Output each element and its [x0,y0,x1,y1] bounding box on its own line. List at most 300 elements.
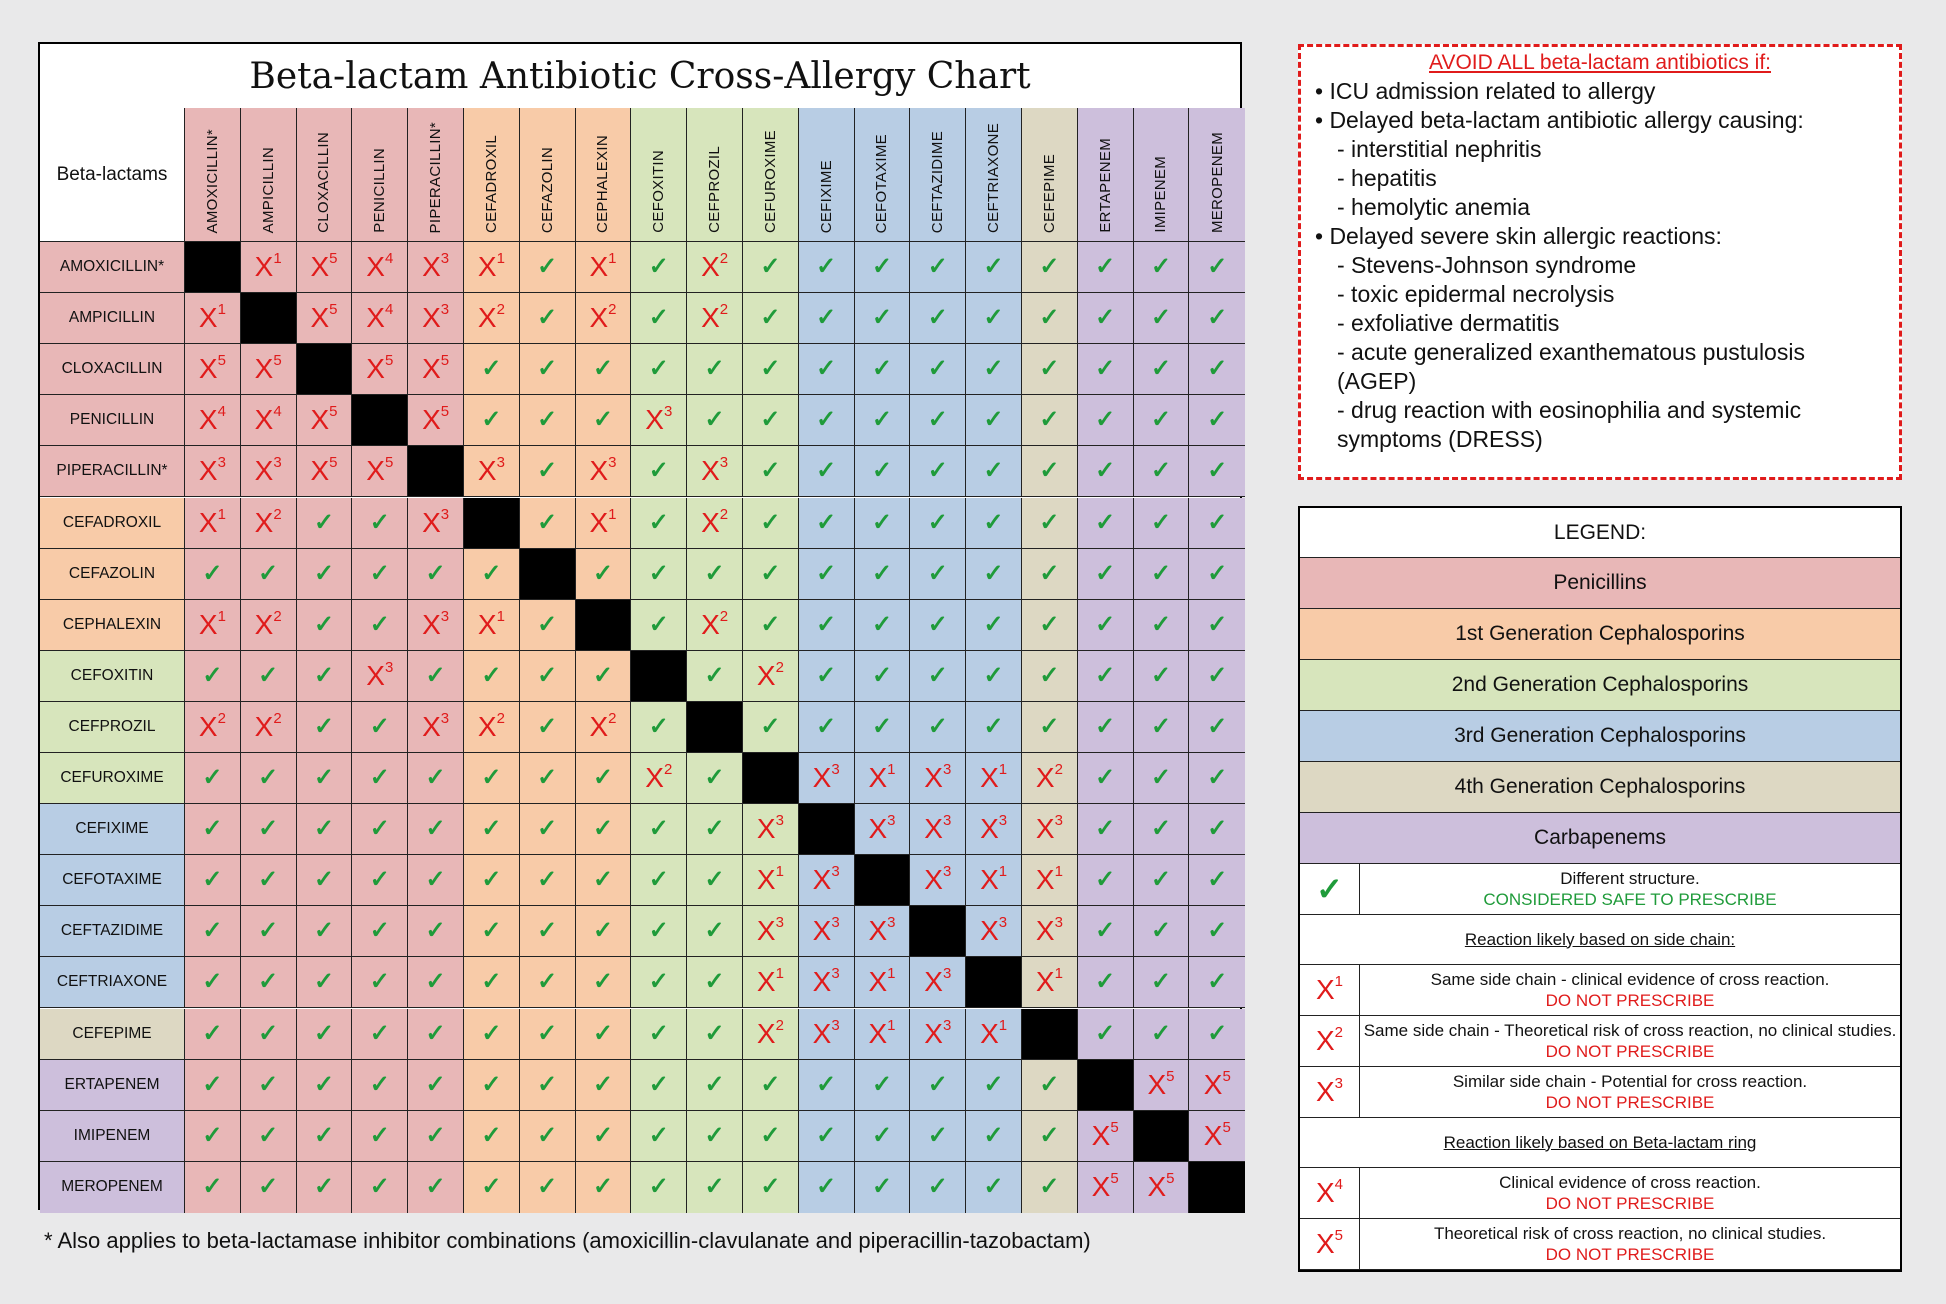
check-icon: ✓ [1039,712,1060,740]
matrix-cell [352,753,408,804]
legend-x4-text: Clinical evidence of cross reaction. [1499,1173,1761,1192]
matrix-cell [241,344,297,395]
check-icon: ✓ [648,815,669,843]
matrix-cell-diagonal [1189,1162,1245,1213]
check-icon: ✓ [760,1173,781,1201]
check-icon: ✓ [871,661,893,689]
matrix-cell [799,651,855,702]
check-icon: ✓ [816,508,837,536]
matrix-cell [799,344,855,395]
check-icon: ✓ [313,712,335,740]
matrix-cell [910,804,966,855]
matrix-cell-diagonal [297,344,353,395]
check-icon: ✓ [1095,968,1116,996]
check-icon: ✓ [258,764,279,792]
legend-side-chain-header-text: Reaction likely based on side chain: [1464,929,1736,949]
matrix-cell [855,1009,911,1060]
matrix-cell [297,957,353,1008]
column-header [1022,108,1078,242]
check-icon: ✓ [1150,917,1172,945]
check-icon: ✓ [1207,968,1228,996]
matrix-cell [1189,600,1245,651]
matrix-cell [855,549,911,600]
matrix-cell [743,957,799,1008]
matrix-cell [743,1009,799,1060]
matrix-cell [799,1009,855,1060]
matrix-cell [631,293,687,344]
x-mark: $X^5$ [1091,1118,1119,1151]
matrix-cell [1189,498,1245,549]
check-icon: ✓ [592,815,614,843]
x-mark: $X^2$ [254,709,282,742]
matrix-cell-diagonal [1022,1009,1078,1060]
check-icon: ✓ [537,457,558,485]
check-icon: ✓ [816,712,837,740]
corner-header: Beta-lactams [40,108,185,242]
matrix-cell [352,1060,408,1111]
matrix-cell [855,1111,911,1162]
check-icon: ✓ [369,508,390,536]
matrix-cell-diagonal [966,957,1022,1008]
matrix-cell [966,855,1022,906]
matrix-cell [631,1060,687,1111]
matrix-cell [241,1111,297,1162]
matrix-cell [855,1162,911,1213]
matrix-cell [855,1060,911,1111]
matrix-cell [966,498,1022,549]
column-header-label: CEFOTAXIME [873,133,891,233]
matrix-cell [464,1162,520,1213]
matrix-cell [520,651,576,702]
check-icon: ✓ [1039,661,1060,689]
matrix-cell [408,344,464,395]
matrix-cell [799,1060,855,1111]
matrix-cell [910,242,966,293]
column-header-label: CEPHALEXIN [594,134,612,233]
x-mark: $X^3$ [477,454,505,487]
check-icon: ✓ [313,968,335,996]
check-icon: ✓ [871,610,893,638]
check-icon: ✓ [1039,610,1060,638]
matrix-cell [1189,344,1245,395]
matrix-cell [910,293,966,344]
matrix-cell [743,549,799,600]
check-icon: ✓ [1039,355,1060,383]
check-icon: ✓ [927,1070,948,1098]
matrix-cell [1134,1162,1190,1213]
matrix-cell [1189,242,1245,293]
check-icon: ✓ [871,508,893,536]
check-icon: ✓ [369,1019,390,1047]
matrix-cell [1078,1111,1134,1162]
matrix-cell [464,753,520,804]
x-mark: $X^1$ [756,965,784,998]
row-header: CEFADROXIL [40,498,185,549]
matrix-cell [799,906,855,957]
check-icon: ✓ [592,355,614,383]
check-icon: ✓ [648,559,669,587]
check-icon: ✓ [1207,253,1228,281]
check-icon: ✓ [258,815,279,843]
x-mark: $X^5$ [1203,1067,1231,1100]
matrix-cell [1189,1060,1245,1111]
check-icon: ✓ [983,559,1004,587]
matrix-cell [185,446,241,497]
check-icon: ✓ [704,815,725,843]
x-mark: $X^5$ [1147,1170,1175,1203]
matrix-cell [1134,293,1190,344]
check-icon: ✓ [1207,712,1228,740]
x-mark: $X^3$ [812,914,840,947]
matrix-cell [297,702,353,753]
x-mark: $X^2$ [701,505,729,538]
matrix-cell [743,242,799,293]
check-icon: ✓ [871,304,893,332]
row-header: CEFIXIME [40,804,185,855]
matrix-cell [576,549,632,600]
column-header [352,108,408,242]
check-icon: ✓ [1207,406,1228,434]
legend-class: 1st Generation Cephalosporins [1300,609,1900,660]
check-icon: ✓ [704,406,725,434]
x-mark: $X^2$ [701,301,729,334]
matrix-cell [408,1060,464,1111]
matrix-cell [185,1162,241,1213]
check-icon: ✓ [1150,1019,1172,1047]
x-mark: $X^1$ [1035,965,1063,998]
matrix-cell [408,906,464,957]
matrix-cell [687,549,743,600]
matrix-cell [241,1060,297,1111]
check-icon: ✓ [1039,1070,1060,1098]
x-mark: $X^2$ [756,1016,784,1049]
matrix-cell [185,702,241,753]
matrix-cell [408,1162,464,1213]
x-mark: $X^3$ [422,505,450,538]
check-icon: ✓ [313,559,335,587]
matrix-cell [687,957,743,1008]
check-icon: ✓ [369,1121,390,1149]
check-icon: ✓ [871,1121,893,1149]
matrix-cell [1134,344,1190,395]
check-icon: ✓ [1150,610,1172,638]
check-icon: ✓ [648,968,669,996]
matrix-cell [631,242,687,293]
matrix-cell [241,446,297,497]
x-mark: $X^1$ [1035,863,1063,896]
legend-do-not-text: DO NOT PRESCRIBE [1545,991,1715,1010]
check-icon: ✓ [202,661,223,689]
check-icon: ✓ [1207,559,1228,587]
matrix-cell [408,600,464,651]
matrix-cell [241,242,297,293]
matrix-cell [855,957,911,1008]
check-icon: ✓ [983,355,1004,383]
matrix-cell [687,1060,743,1111]
matrix-cell [855,395,911,446]
matrix-cell-diagonal [352,395,408,446]
check-icon: ✓ [592,1173,614,1201]
matrix-cell [297,549,353,600]
x-mark: $X^2$ [589,709,617,742]
x-mark: $X^3$ [422,301,450,334]
column-header-label: MEROPENEM [1208,131,1226,233]
matrix-cell [631,804,687,855]
check-icon: ✓ [369,764,390,792]
check-icon: ✓ [704,1019,725,1047]
matrix-cell-diagonal [910,906,966,957]
row-header: IMIPENEM [40,1111,185,1162]
matrix-cell [1134,855,1190,906]
matrix-cell [743,446,799,497]
check-icon: ✓ [927,253,948,281]
check-icon: ✓ [313,1019,335,1047]
check-icon: ✓ [927,508,948,536]
x-mark: $X^2$ [701,607,729,640]
matrix-cell [464,242,520,293]
matrix-cell [576,446,632,497]
matrix-cell [1022,242,1078,293]
matrix-cell [799,293,855,344]
check-icon: ✓ [816,406,837,434]
matrix-cell [576,855,632,906]
x-mark: $X^1$ [477,250,505,283]
matrix-cell [799,395,855,446]
matrix-cell [743,395,799,446]
matrix-cell [1078,906,1134,957]
check-icon: ✓ [983,457,1004,485]
check-icon: ✓ [983,253,1004,281]
legend-safe-text: CONSIDERED SAFE TO PRESCRIBE [1483,890,1777,909]
avoid-list [1315,77,1885,454]
check-icon: ✓ [481,968,502,996]
check-icon: ✓ [1207,355,1228,383]
matrix-cell [966,395,1022,446]
matrix-cell [241,600,297,651]
check-icon: ✓ [927,661,948,689]
matrix-cell [799,446,855,497]
check-icon: ✓ [648,1019,669,1047]
matrix-cell [241,498,297,549]
x-mark: $X^3$ [868,812,896,845]
x-mark: $X^5$ [366,454,394,487]
x-mark: $X^5$ [422,352,450,385]
check-icon: ✓ [1095,764,1116,792]
check-icon: ✓ [1150,508,1172,536]
check-icon: ✓ [760,559,781,587]
matrix-cell [799,242,855,293]
check-icon: ✓ [1039,253,1060,281]
column-header-label: CLOXACILLIN [315,132,333,233]
check-icon: ✓ [1207,610,1228,638]
matrix-cell [631,1009,687,1060]
matrix-cell [297,1060,353,1111]
check-icon: ✓ [313,917,335,945]
column-header-label: CEFIXIME [817,159,835,233]
matrix-cell [799,498,855,549]
check-icon: ✓ [537,406,558,434]
matrix-cell [1134,957,1190,1008]
x-mark: $X^3$ [366,658,394,691]
check-icon: ✓ [871,355,893,383]
matrix-cell [855,702,911,753]
matrix-cell [185,344,241,395]
check-icon: ✓ [704,764,725,792]
column-header-label: ERTAPENEM [1096,138,1114,233]
avoid-list-item: • Delayed beta-lactam antibiotic allergy causing: [1315,107,1804,133]
check-icon: ✓ [1095,457,1116,485]
check-icon: ✓ [369,1070,390,1098]
matrix-cell [352,855,408,906]
x-mark: $X^4$ [254,403,282,436]
check-icon: ✓ [983,661,1004,689]
check-icon: ✓ [760,1070,781,1098]
legend-x1-row [1300,965,1900,1016]
check-icon: ✓ [258,1121,279,1149]
column-header [799,108,855,242]
matrix-cell [966,804,1022,855]
check-icon: ✓ [313,815,335,843]
check-icon: ✓ [202,1019,223,1047]
column-header-label: CEFUROXIME [761,129,779,233]
x-mark: $X^3$ [980,914,1008,947]
matrix-cell [687,855,743,906]
matrix-cell [966,906,1022,957]
matrix-cell [241,549,297,600]
check-icon: ✓ [1095,1019,1116,1047]
matrix-cell [408,1111,464,1162]
check-icon: ✓ [1207,764,1228,792]
legend-x1-text: Same side chain - clinical evidence of cross reaction. [1430,970,1830,989]
check-icon: ✓ [537,508,558,536]
x-mark: $X^2$ [254,607,282,640]
matrix-cell [576,293,632,344]
column-header-label: AMPICILLIN [259,146,277,233]
x-mark: $X^3$ [924,965,952,998]
matrix-cell [520,1162,576,1213]
check-icon: ✓ [1039,1173,1060,1201]
avoid-list-item: - interstitial nephritis [1337,136,1542,162]
x-mark: $X^5$ [254,352,282,385]
x-mark: $X^1$ [980,1016,1008,1049]
matrix-cell [297,753,353,804]
matrix-cell [520,855,576,906]
check-icon: ✓ [927,457,948,485]
matrix-cell [408,395,464,446]
matrix-cell [352,498,408,549]
check-icon: ✓ [202,1173,223,1201]
check-icon: ✓ [1150,968,1172,996]
check-icon: ✓ [258,968,279,996]
check-icon: ✓ [1095,304,1116,332]
matrix-cell [1022,1060,1078,1111]
matrix-cell-diagonal [799,804,855,855]
avoid-list-item: - toxic epidermal necrolysis [1337,281,1615,307]
column-header-label: PIPERACILLIN* [427,121,445,233]
column-header-label: CEFTAZIDIME [929,130,947,233]
row-header: CEFTRIAXONE [40,957,185,1008]
matrix-cell [576,957,632,1008]
check-icon: ✓ [258,1070,279,1098]
check-icon: ✓ [927,355,948,383]
matrix-cell [743,1060,799,1111]
x-mark: $X^1$ [198,505,226,538]
check-icon: ✓ [313,610,335,638]
check-icon: ✓ [592,1019,614,1047]
x-mark: $X^1$ [198,607,226,640]
matrix-cell [1134,804,1190,855]
matrix-cell [520,293,576,344]
matrix-cell-diagonal [464,498,520,549]
matrix-cell [631,600,687,651]
avoid-list-item: - Stevens-Johnson syndrome [1337,252,1637,278]
matrix-cell [631,1111,687,1162]
check-icon: ✓ [592,968,614,996]
matrix-cell [464,957,520,1008]
check-icon: ✓ [1095,661,1116,689]
check-icon: ✓ [704,968,725,996]
matrix-cell [855,906,911,957]
matrix-cell [1022,855,1078,906]
matrix-cell [297,855,353,906]
check-icon: ✓ [481,661,502,689]
matrix-cell [910,549,966,600]
matrix-cell [1022,1162,1078,1213]
check-icon: ✓ [871,457,893,485]
column-header [185,108,241,242]
x-mark: $X^1$ [477,607,505,640]
matrix-cell [464,651,520,702]
matrix-cell [520,498,576,549]
matrix-cell-diagonal [241,293,297,344]
x-mark: $X^3$ [868,914,896,947]
x-mark: $X^5$ [198,352,226,385]
matrix-cell [1078,702,1134,753]
column-header-label: CEFOXITIN [650,150,668,233]
check-icon: ✓ [704,866,725,894]
x-mark: $X^3$ [756,812,784,845]
matrix-cell-diagonal [743,753,799,804]
legend-class: Carbapenems [1300,813,1900,864]
check-icon: ✓ [425,866,446,894]
matrix-cell-diagonal [576,600,632,651]
x-mark: $X^5$ [310,403,338,436]
matrix-cell [855,293,911,344]
column-header [855,108,911,242]
matrix-cell [520,804,576,855]
check-icon: ✓ [258,559,279,587]
matrix-cell [743,855,799,906]
matrix-cell [352,293,408,344]
legend-x4-row [1300,1168,1900,1219]
matrix-cell [297,242,353,293]
matrix-cell [910,1162,966,1213]
matrix-cell [687,344,743,395]
check-icon: ✓ [537,917,558,945]
check-icon: ✓ [202,866,223,894]
check-icon: ✓ [927,304,948,332]
matrix-cell [631,906,687,957]
check-icon: ✓ [983,406,1004,434]
matrix-cell [1134,242,1190,293]
check-icon: ✓ [537,866,558,894]
x-mark: $X^4$ [198,403,226,436]
x-mark: $X^3$ [422,709,450,742]
legend-description [1360,1067,1900,1117]
x-mark: $X^3$ [812,863,840,896]
matrix-cell [352,651,408,702]
check-icon: ✓ [202,559,223,587]
